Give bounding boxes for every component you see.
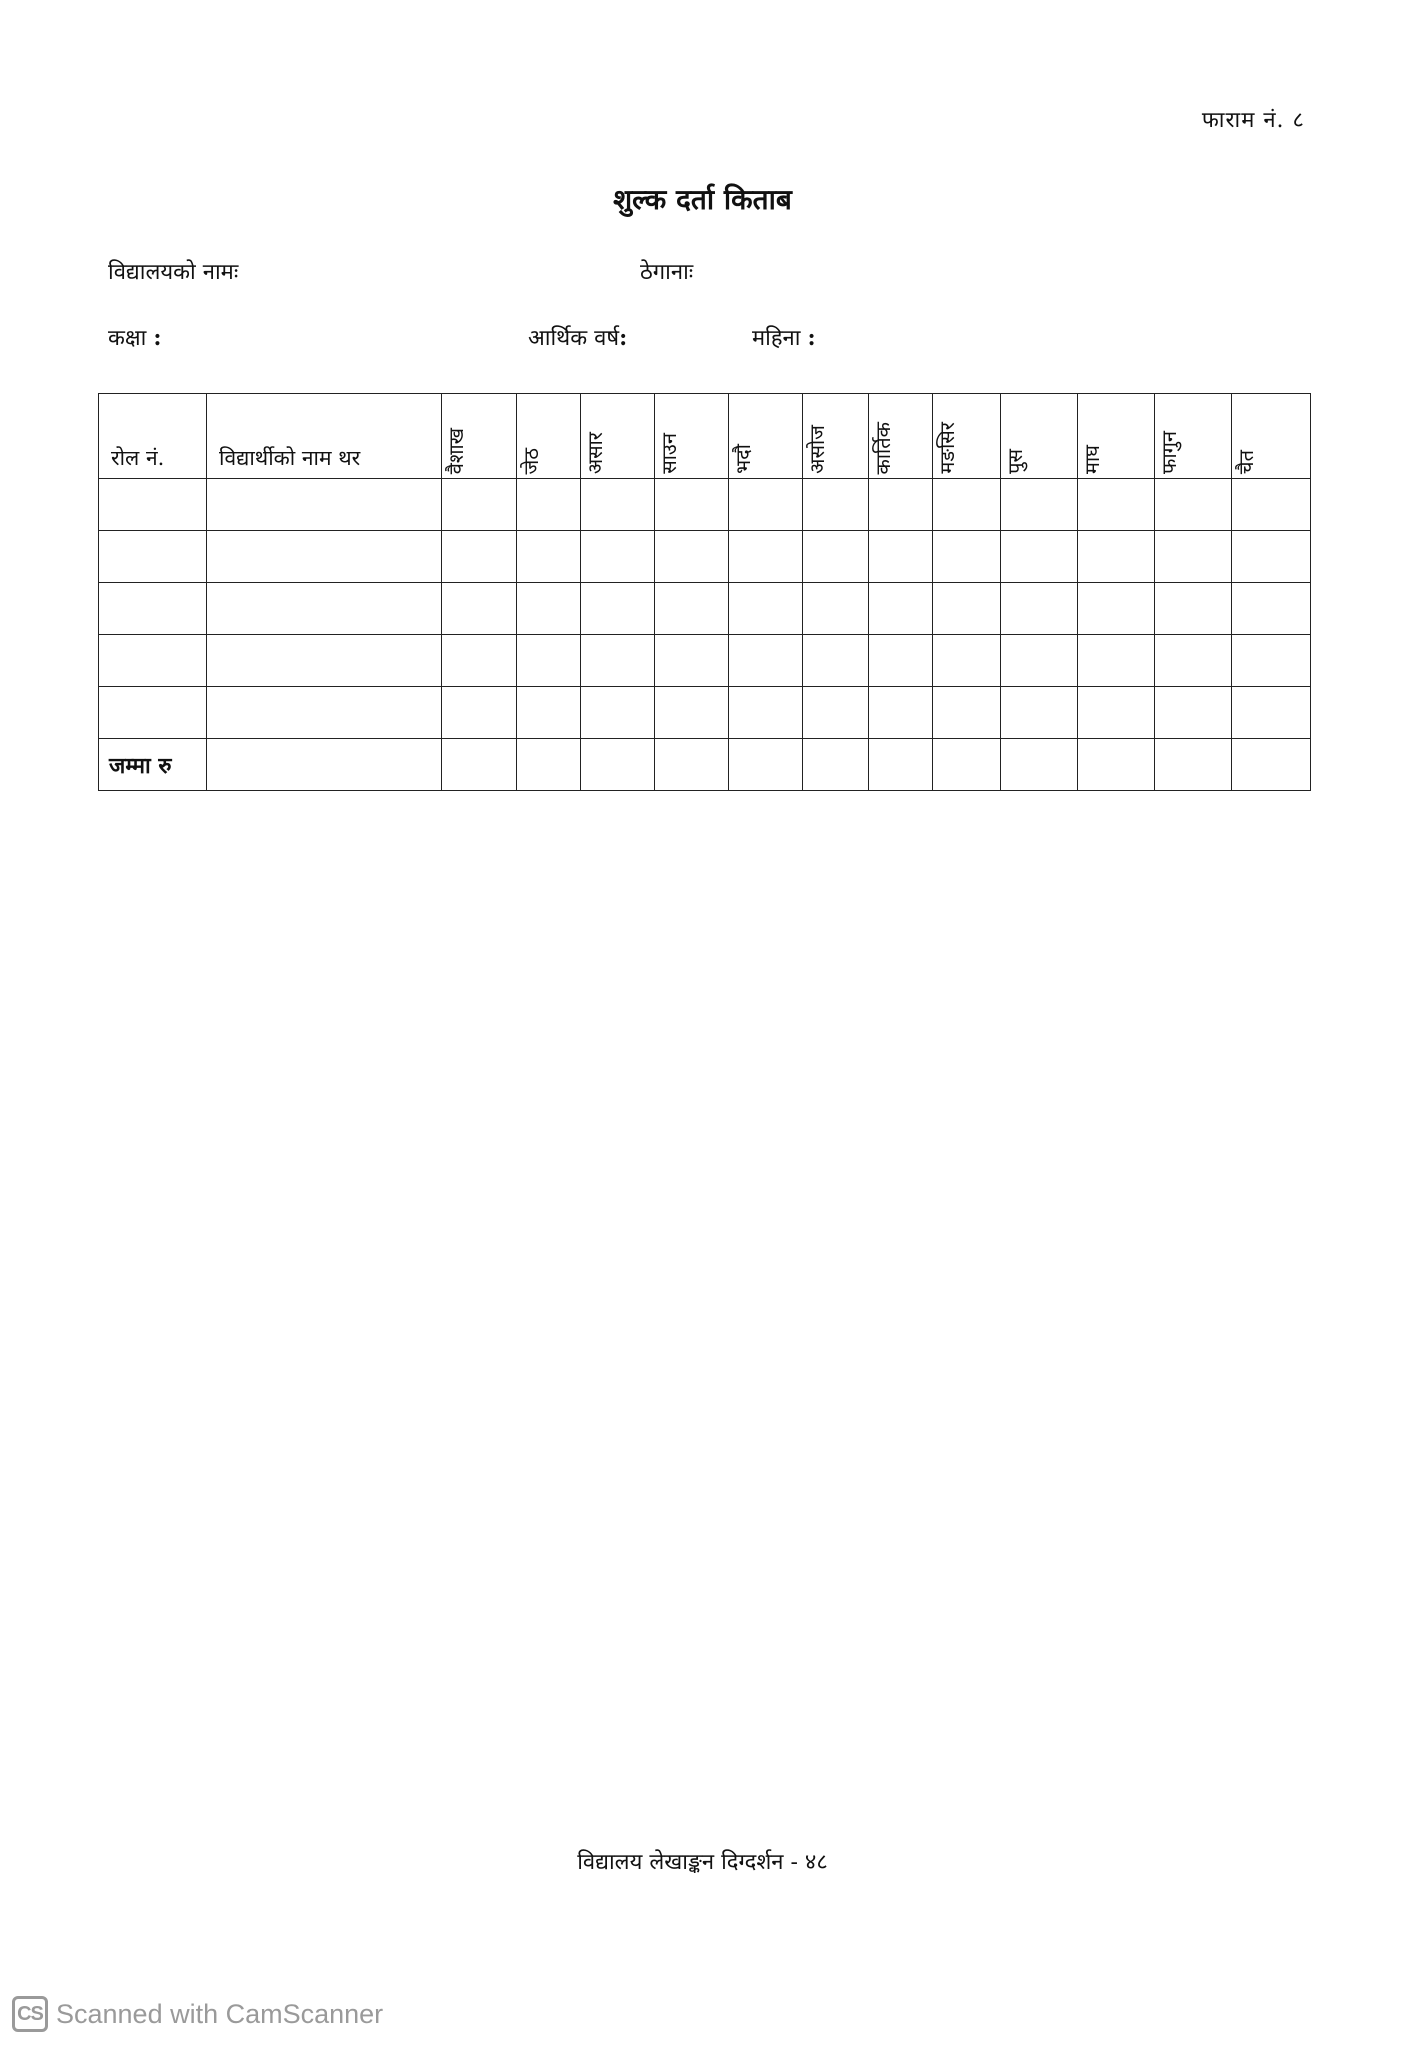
- student-name-cell[interactable]: [207, 635, 442, 687]
- school-name-label: विद्यालयको नामः: [108, 260, 239, 285]
- fee-cell[interactable]: [803, 531, 869, 583]
- fee-cell[interactable]: [581, 479, 655, 531]
- fiscal-year-colon: :: [619, 325, 628, 351]
- table-row: [99, 479, 1311, 531]
- fee-cell[interactable]: [1078, 583, 1155, 635]
- fee-cell[interactable]: [1155, 635, 1232, 687]
- total-cell[interactable]: [1078, 739, 1155, 791]
- month-header-mangsir: मङसिर: [933, 394, 1001, 479]
- fee-register-table: [98, 393, 1311, 791]
- student-name-cell[interactable]: [207, 687, 442, 739]
- fee-cell[interactable]: [442, 583, 517, 635]
- total-cell[interactable]: [581, 739, 655, 791]
- month-header-kartik: कार्तिक: [869, 394, 933, 479]
- form-number: फाराम नं. ८: [1201, 108, 1305, 133]
- total-cell[interactable]: [1232, 739, 1311, 791]
- fee-cell[interactable]: [1078, 635, 1155, 687]
- fee-cell[interactable]: [1078, 687, 1155, 739]
- fee-cell[interactable]: [1001, 635, 1078, 687]
- total-cell[interactable]: [655, 739, 729, 791]
- month-field: [752, 322, 816, 352]
- roll-number-cell[interactable]: [99, 635, 207, 687]
- fee-cell[interactable]: [729, 635, 803, 687]
- fee-cell[interactable]: [517, 635, 581, 687]
- total-cell[interactable]: [1155, 739, 1232, 791]
- fee-cell[interactable]: [803, 687, 869, 739]
- fee-cell[interactable]: [517, 479, 581, 531]
- roll-number-header: रोल नं.: [99, 394, 207, 479]
- total-cell[interactable]: [517, 739, 581, 791]
- total-label: जम्मा रु: [99, 739, 207, 791]
- fee-cell[interactable]: [442, 531, 517, 583]
- total-cell[interactable]: [442, 739, 517, 791]
- table-row: [99, 687, 1311, 739]
- table-row: [99, 635, 1311, 687]
- fee-cell[interactable]: [803, 635, 869, 687]
- address-label: ठेगानाः: [640, 260, 694, 285]
- fee-cell[interactable]: [655, 479, 729, 531]
- fee-cell[interactable]: [1232, 687, 1311, 739]
- fee-cell[interactable]: [933, 687, 1001, 739]
- fee-cell[interactable]: [655, 583, 729, 635]
- month-header-push: पुस: [1001, 394, 1078, 479]
- fee-cell[interactable]: [655, 635, 729, 687]
- page-footer: विद्यालय लेखाङ्कन दिग्दर्शन - ४८: [577, 1850, 828, 1875]
- roll-number-cell[interactable]: [99, 531, 207, 583]
- fee-cell[interactable]: [729, 583, 803, 635]
- month-label: महिना: [752, 326, 801, 351]
- fee-cell[interactable]: [1232, 583, 1311, 635]
- fee-cell[interactable]: [1001, 479, 1078, 531]
- table-row: [99, 531, 1311, 583]
- fee-cell[interactable]: [1232, 479, 1311, 531]
- total-cell[interactable]: [803, 739, 869, 791]
- fee-cell[interactable]: [442, 635, 517, 687]
- month-header-fagun: फागुन: [1155, 394, 1232, 479]
- total-cell[interactable]: [1001, 739, 1078, 791]
- total-cell[interactable]: [729, 739, 803, 791]
- fee-cell[interactable]: [1155, 687, 1232, 739]
- fee-cell[interactable]: [655, 687, 729, 739]
- month-header-saun: साउन: [655, 394, 729, 479]
- fee-cell[interactable]: [1001, 531, 1078, 583]
- roll-number-cell[interactable]: [99, 479, 207, 531]
- fee-cell[interactable]: [869, 479, 933, 531]
- fee-cell[interactable]: [1001, 687, 1078, 739]
- student-name-cell[interactable]: [207, 583, 442, 635]
- fee-cell[interactable]: [729, 687, 803, 739]
- month-header-asar: असार: [581, 394, 655, 479]
- total-cell[interactable]: [207, 739, 442, 791]
- fee-cell[interactable]: [517, 687, 581, 739]
- camscanner-logo-icon: CS: [12, 1996, 48, 2032]
- fee-cell[interactable]: [933, 479, 1001, 531]
- fee-cell[interactable]: [933, 531, 1001, 583]
- camscanner-watermark: [12, 1996, 383, 2032]
- fee-cell[interactable]: [442, 479, 517, 531]
- fee-cell[interactable]: [581, 687, 655, 739]
- fee-cell[interactable]: [581, 635, 655, 687]
- fee-cell[interactable]: [655, 531, 729, 583]
- fee-cell[interactable]: [442, 687, 517, 739]
- month-header-chait: चैत: [1232, 394, 1311, 479]
- month-header-baishakh: वैशाख: [442, 394, 517, 479]
- total-row: [99, 739, 1311, 791]
- student-name-cell[interactable]: [207, 479, 442, 531]
- month-header-bhadau: भदौ: [729, 394, 803, 479]
- fee-cell[interactable]: [869, 583, 933, 635]
- fee-cell[interactable]: [933, 583, 1001, 635]
- roll-number-cell[interactable]: [99, 583, 207, 635]
- fee-cell[interactable]: [581, 531, 655, 583]
- fee-cell[interactable]: [803, 583, 869, 635]
- fee-cell[interactable]: [1155, 531, 1232, 583]
- fee-cell[interactable]: [729, 479, 803, 531]
- fee-cell[interactable]: [1232, 531, 1311, 583]
- class-field: [108, 322, 162, 352]
- total-cell[interactable]: [869, 739, 933, 791]
- student-name-cell[interactable]: [207, 531, 442, 583]
- class-label: कक्षा: [108, 326, 147, 351]
- month-colon: :: [807, 325, 816, 351]
- month-header-jestha: जेठ: [517, 394, 581, 479]
- fee-cell[interactable]: [1155, 583, 1232, 635]
- fee-cell[interactable]: [729, 531, 803, 583]
- roll-number-cell[interactable]: [99, 687, 207, 739]
- fee-cell[interactable]: [869, 687, 933, 739]
- table-header-row: [99, 394, 1311, 479]
- class-colon: :: [153, 325, 162, 351]
- table-body: [99, 479, 1311, 791]
- month-header-asoj: असोज: [803, 394, 869, 479]
- fee-cell[interactable]: [869, 531, 933, 583]
- month-header-magh: माघ: [1078, 394, 1155, 479]
- fee-cell[interactable]: [517, 531, 581, 583]
- fee-cell[interactable]: [1155, 479, 1232, 531]
- fee-cell[interactable]: [803, 479, 869, 531]
- fee-cell[interactable]: [581, 583, 655, 635]
- student-name-header: विद्यार्थीको नाम थर: [207, 394, 442, 479]
- fee-cell[interactable]: [933, 635, 1001, 687]
- table-row: [99, 583, 1311, 635]
- watermark-text: Scanned with CamScanner: [56, 1998, 384, 2029]
- fee-cell[interactable]: [517, 583, 581, 635]
- fiscal-year-field: [528, 322, 627, 352]
- fee-cell[interactable]: [869, 635, 933, 687]
- fiscal-year-label: आर्थिक वर्ष: [528, 326, 620, 351]
- fee-cell[interactable]: [1078, 531, 1155, 583]
- page-title: शुल्क दर्ता किताब: [613, 183, 792, 216]
- fee-cell[interactable]: [1232, 635, 1311, 687]
- total-cell[interactable]: [933, 739, 1001, 791]
- fee-cell[interactable]: [1001, 583, 1078, 635]
- fee-cell[interactable]: [1078, 479, 1155, 531]
